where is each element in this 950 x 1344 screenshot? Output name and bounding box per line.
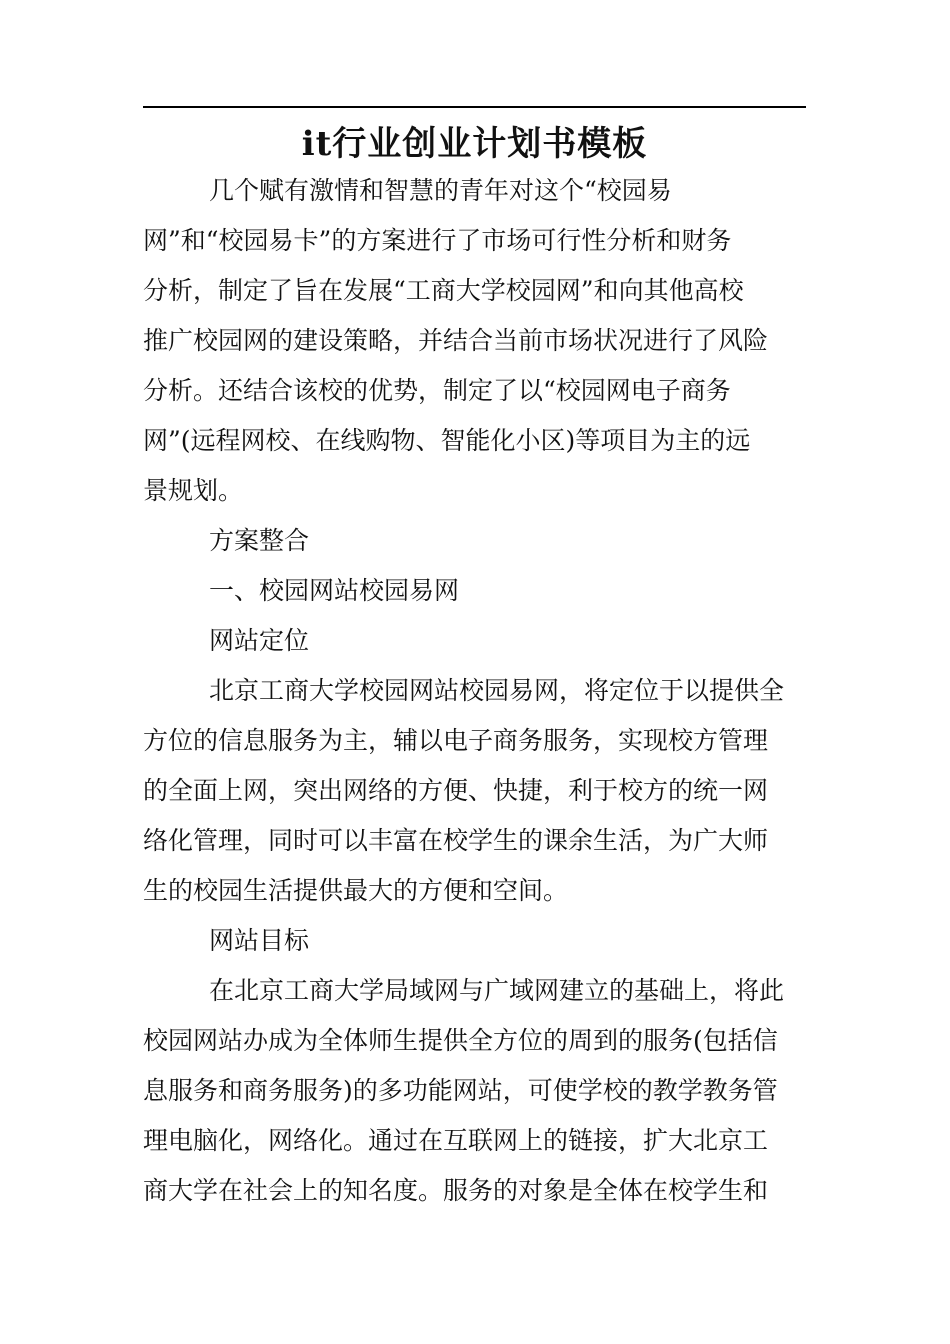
text-line: 网”和“校园易卡”的方案进行了市场可行性分析和财务 (143, 226, 732, 255)
text-line: 商大学在社会上的知名度。服务的对象是全体在校学生和 (143, 1176, 769, 1205)
section-heading: 网站目标 (209, 926, 310, 955)
text-line: 网”(远程网校、在线购物、智能化小区)等项目为主的远 (143, 426, 751, 455)
text-line: 几个赋有激情和智慧的青年对这个“校园易 (209, 176, 672, 205)
text-line: 景规划。 (143, 476, 244, 505)
text-line: 分析，制定了旨在发展“工商大学校园网”和向其他高校 (143, 276, 744, 305)
text-line: 络化管理，同时可以丰富在校学生的课余生活，为广大师 (143, 826, 769, 855)
text-line: 分析。还结合该校的优势，制定了以“校园网电子商务 (143, 376, 731, 405)
text-line: 息服务和商务服务)的多功能网站，可使学校的教学教务管 (143, 1076, 778, 1105)
section-heading: 网站定位 (209, 626, 310, 655)
text-line: 生的校园生活提供最大的方便和空间。 (143, 876, 569, 905)
document-body (143, 166, 803, 1216)
text-line: 在北京工商大学局域网与广域网建立的基础上，将此 (209, 976, 785, 1005)
text-line: 方位的信息服务为主，辅以电子商务服务，实现校方管理 (143, 726, 769, 755)
section-heading: 一、校园网站校园易网 (209, 576, 460, 605)
text-line: 北京工商大学校园网站校园易网，将定位于以提供全 (209, 676, 785, 705)
text-line: 理电脑化，网络化。通过在互联网上的链接，扩大北京工 (143, 1126, 769, 1155)
text-line: 推广校园网的建设策略，并结合当前市场状况进行了风险 (143, 326, 769, 355)
document-title: it行业创业计划书模板 (301, 124, 648, 164)
text-line: 的全面上网，突出网络的方便、快捷，利于校方的统一网 (143, 776, 769, 805)
header-rule (143, 106, 806, 108)
section-heading: 方案整合 (209, 526, 310, 555)
text-line: 校园网站办成为全体师生提供全方位的周到的服务(包括信 (143, 1026, 778, 1055)
